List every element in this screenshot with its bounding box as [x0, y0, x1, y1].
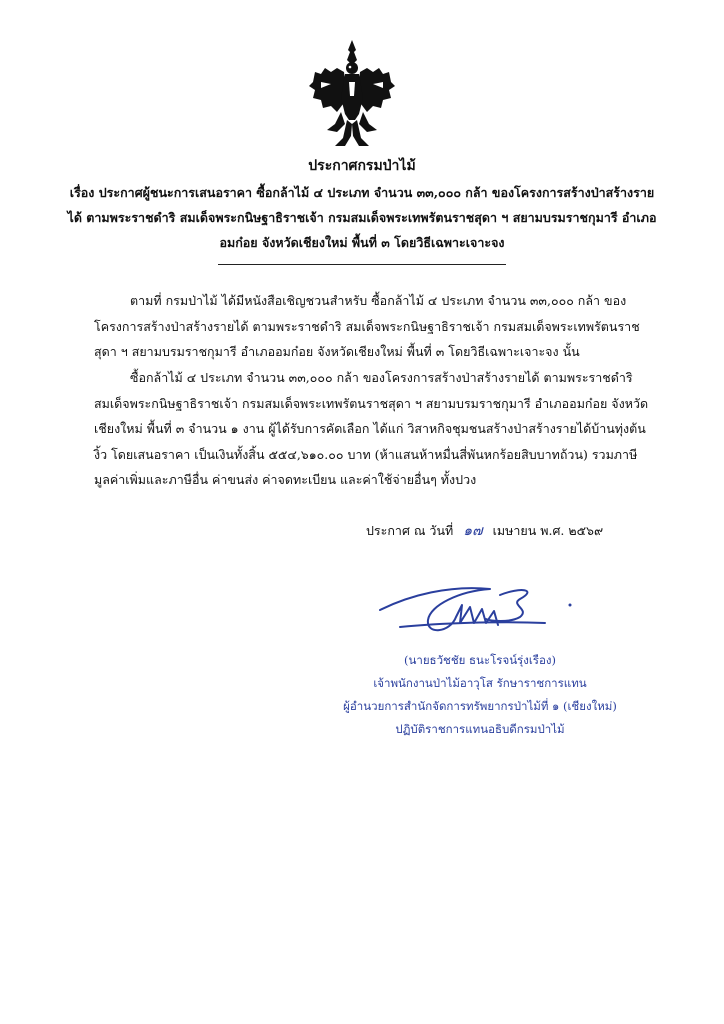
garuda-emblem-icon [307, 38, 397, 150]
signature-icon [370, 565, 585, 650]
announcement-month-year: เมษายน พ.ศ. ๒๕๖๙ [492, 523, 604, 538]
paragraph-intro [94, 288, 654, 365]
document-subject [40, 180, 684, 255]
paragraph-award [94, 365, 654, 493]
signatory-position: ปฏิบัติราชการแทนอธิบดีกรมป่าไม้ [395, 722, 565, 736]
subject-line: เรื่อง ประกาศผู้ชนะการเสนอราคา ซื้อกล้าไม้ ๔ ประเภท จำนวน ๓๓,๐๐๐ กล้า ของโครงการสร้างป่าสร้างราย [69, 185, 655, 200]
signatory-name: (นายธวัชชัย ธนะโรจน์รุ่งเรือง) [404, 653, 556, 667]
paragraph-award-text: ซื้อกล้าไม้ ๔ ประเภท จำนวน ๓๓,๐๐๐ กล้า ของโครงการสร้างป่าสร้างรายได้ ตามพระราชดำริ สมเด็จพระกนิษฐาธิราชเจ้า กรมสมเด็จพระเทพรัตนราชสุดา ฯ สยามบรมราชกุมารี อำเภออมก๋อย จังหวัดเชียงใหม่ พื้นที่ ๓ จำนวน ๑ งาน ผู้ได้รับการคัดเลือก ได้แก่ วิสาหกิจชุมชนสร้างป่าสร้างรายได้บ้านทุ่งต้นงิ้ว โดยเสนอราคา เป็นเงินทั้งสิ้น ๕๕๔,๖๑๐.๐๐ บาท (ห้าแสนห้าหมื่นสี่พันหกร้อยสิบบาทถ้วน) รวมภาษีมูลค่าเพิ่มและภาษีอื่น ค่าขนส่ง ค่าจดทะเบียน และค่าใช้จ่ายอื่นๆ ทั้งปวง [94, 370, 649, 487]
divider [218, 264, 506, 265]
announcement-prefix: ประกาศ ณ วันที่ [366, 523, 454, 538]
announcement-day: ๑๗ [463, 523, 483, 539]
subject-line: ได้ ตามพระราชดำริ สมเด็จพระกนิษฐาธิราชเจ้า กรมสมเด็จพระเทพรัตนราชสุดา ฯ สยามบรมราชกุมารี อำเภอ [67, 210, 657, 225]
signatory-position: เจ้าพนักงานป่าไม้อาวุโส รักษาราชการแทน [373, 676, 587, 690]
signatory-position: ผู้อำนวยการสำนักจัดการทรัพยากรป่าไม้ที่ ๑ (เชียงใหม่) [343, 699, 617, 713]
announcement-date [366, 520, 603, 542]
paragraph-intro-text: ตามที่ กรมป่าไม้ ได้มีหนังสือเชิญชวนสำหรับ ซื้อกล้าไม้ ๔ ประเภท จำนวน ๓๓,๐๐๐ กล้า ของโครงการสร้างป่าสร้างรายได้ ตามพระราชดำริ สมเด็จพระกนิษฐาธิราชเจ้า กรมสมเด็จพระเทพรัตนราชสุดา ฯ สยามบรมราชกุมารี อำเภออมก๋อย จังหวัดเชียงใหม่ พื้นที่ ๓ โดยวิธีเฉพาะเจาะจง นั้น [94, 293, 640, 359]
document-title: ประกาศกรมป่าไม้ [308, 158, 416, 174]
subject-line: อมก๋อย จังหวัดเชียงใหม่ พื้นที่ ๓ โดยวิธีเฉพาะเจาะจง [219, 235, 505, 250]
